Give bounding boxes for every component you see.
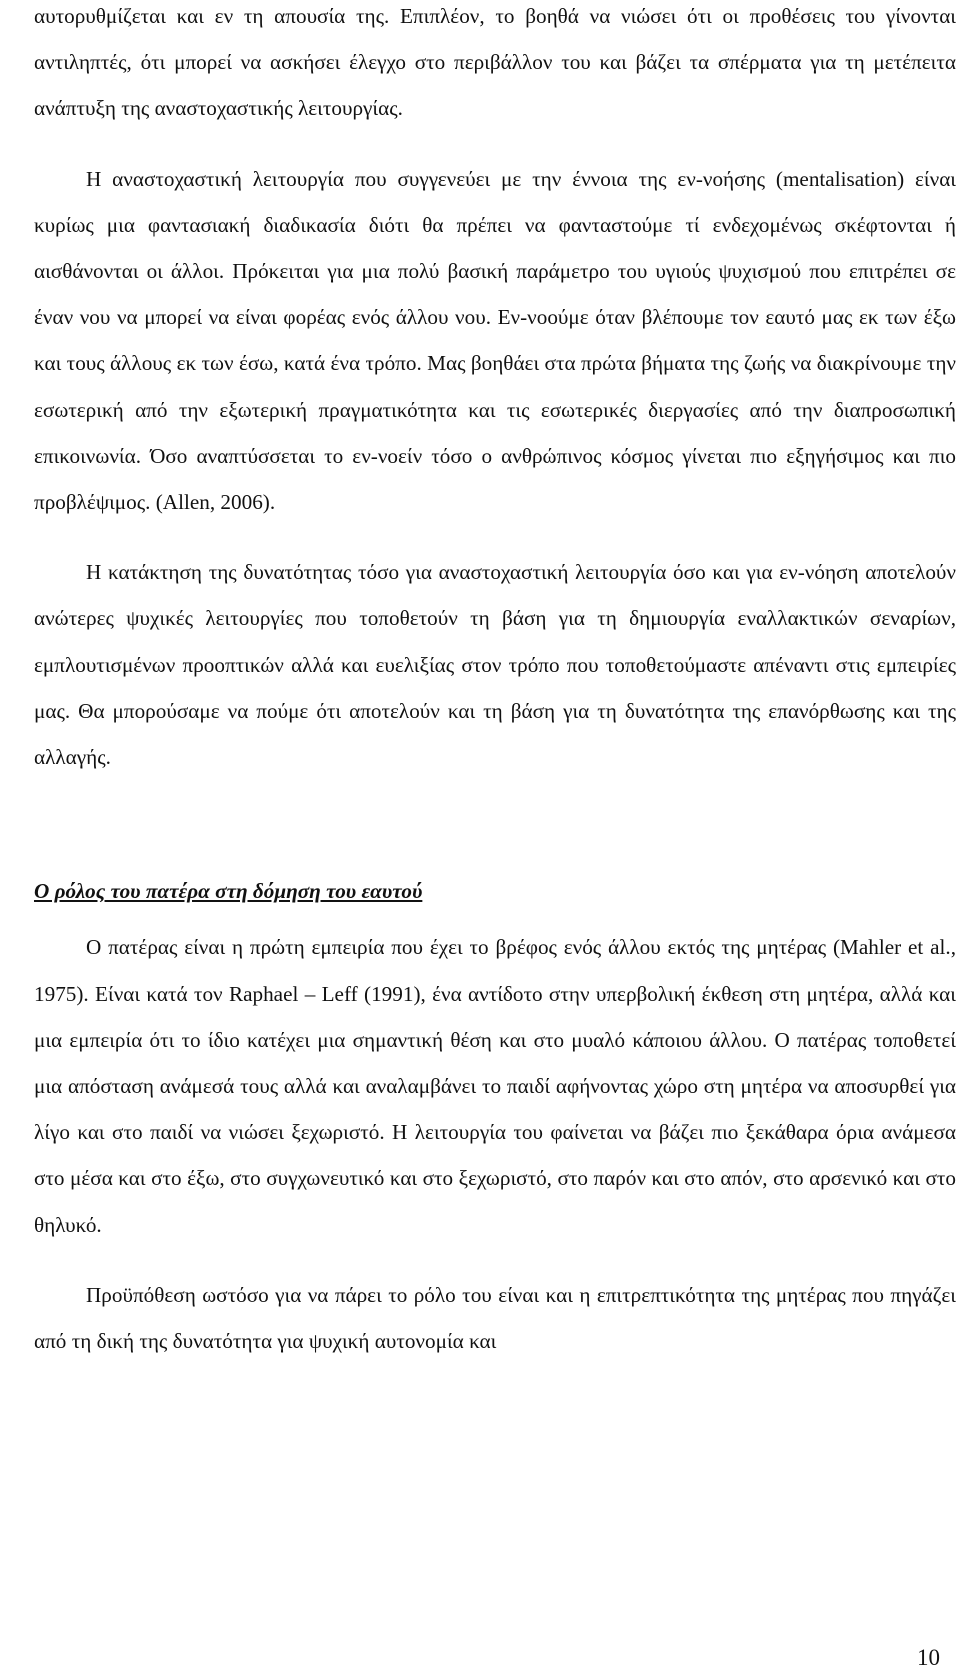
page-body	[34, 0, 956, 1364]
mentalisation-paragraph: Η αναστοχαστική λειτουργία που συγγενεύει με την έννοια της εν-νοήσης (mentalisation) είναι κυρίως μια φαντασιακή διαδικασία διότι θα πρέπει να φανταστούμε τί ενδεχομένως σκέφτονται ή αισθάνονται οι άλλοι. Πρόκειται για μια πολύ βασική παράμετρο του υγιούς ψυχισμού που επιτρέπει σε έναν νου να μπορεί να είναι φορέας ενός άλλου νου. Εν-νοούμε όταν βλέπουμε τον εαυτό μας εκ των έξω και τους άλλους εκ των έσω, κατά ένα τρόπο. Μας βοηθάει στα πρώτα βήματα της ζωής να διακρίνουμε την εσωτερική από την εξωτερική πραγματικότητα και τις εσωτερικές διεργασίες από την διαπροσωπική επικοινωνία. Όσο αναπτύσσεται το εν-νοείν τόσο ο ανθρώπινος κόσμος γίνεται πιο εξηγήσιμος και πιο προβλέψιμος. (Allen, 2006).	[34, 166, 956, 515]
paragraph-spacer	[34, 1248, 956, 1272]
paragraph-spacer	[34, 525, 956, 549]
section-spacer	[34, 780, 956, 868]
paragraph-spacer	[34, 132, 956, 156]
continuation-paragraph: αυτορυθμίζεται και εν τη απουσία της. Επιπλέον, το βοηθά να νιώσει ότι οι προθέσεις του γίνονται αντιληπτές, ότι μπορεί να ασκήσει έλεγχο στο περιβάλλον του και βάζει τα σπέρματα για τη μετέπειτα ανάπτυξη της αναστοχαστικής λειτουργίας.	[34, 4, 956, 121]
page-number: 10	[917, 1645, 940, 1670]
father-role-paragraph: Ο πατέρας είναι η πρώτη εμπειρία που έχει το βρέφος ενός άλλου εκτός της μητέρας (Mahler et al., 1975). Είναι κατά τον Raphael – Leff (1991), ένα αντίδοτο στην υπερβολική έκθεση στη μητέρα, αλλά και μια εμπειρία ότι το ίδιο κατέχει μια σημαντική θέση και στο μυαλό κάποιου άλλου. Ο πατέρας τοποθετεί μια απόσταση ανάμεσά τους αλλά και αναλαμβάνει το παιδί αφήνοντας χώρο στη μητέρα να αποσυρθεί για λίγο και στο παιδί να νιώσει ξεχωριστό. Η λειτουργία του φαίνεται να βάζει πιο ξεκάθαρα όρια ανάμεσα στο μέσα και στο έξω, στο συγχωνευτικό και στο ξεχωριστό, στο παρόν και στο απόν, στο αρσενικό και στο θηλυκό.	[34, 935, 956, 1237]
section-heading: Ο ρόλος του πατέρα στη δόμηση του εαυτού	[34, 879, 423, 904]
mother-permissiveness-paragraph: Προϋπόθεση ωστόσο για να πάρει το ρόλο του είναι και η επιτρεπτικότητα της μητέρας που πηγάζει από τη δική της δυνατότητα για ψυχική αυτονομία και	[34, 1282, 956, 1354]
reflective-function-paragraph: Η κατάκτηση της δυνατότητας τόσο για αναστοχαστική λειτουργία όσο και για εν-νόηση αποτελούν ανώτερες ψυχικές λειτουργίες που τοποθετούν τη βάση για τη δημιουργία εναλλακτικών σεναρίων, εμπλουτισμένων προοπτικών αλλά και ευελιξίας στον τρόπο που τοποθετούμαστε απέναντι στις εμπειρίες μας. Θα μπορούσαμε να πούμε ότι αποτελούν και τη βάση για τη δυνατότητα της επανόρθωσης και της αλλαγής.	[34, 560, 956, 770]
